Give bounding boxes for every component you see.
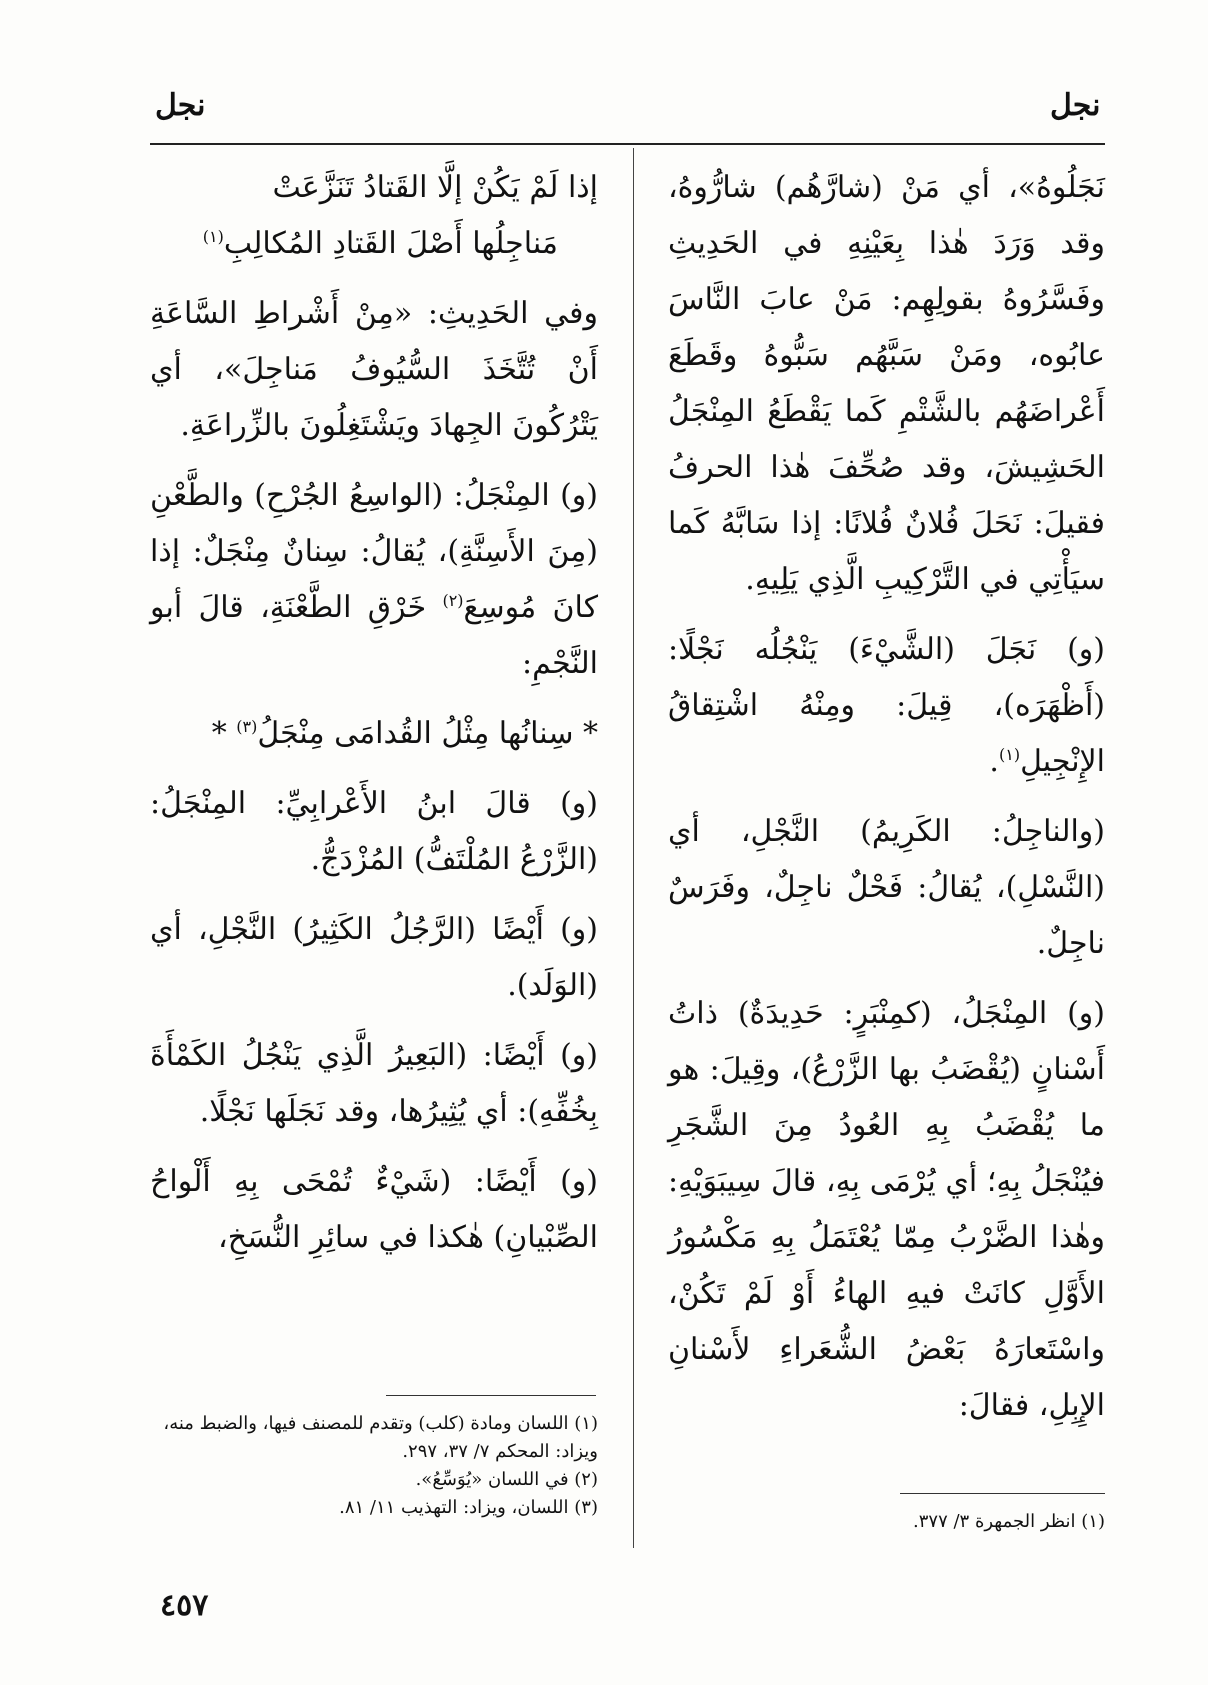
paragraph: (و) أَيْضًا (الرَّجُلُ الكَثِيرُ) النَّجْلِ، أي (الوَلَد). — [150, 912, 598, 1003]
paragraph: (و) أَيْضًا: (البَعِيرُ الَّذِي يَنْجُلُ الكَمْأَةَ بِخُفِّهِ): أي يُثِيرُها، وقد نَجَلَها نَجْلًا. — [150, 1038, 598, 1129]
footnote: (٣) اللسان، ويزاد: التهذيب ١١/ ٨١. — [339, 1497, 598, 1518]
page-number: ٤٥٧ — [160, 1588, 209, 1623]
paragraph: (و) أَيْضًا: (شَيْءٌ تُمْحَى بِهِ أَلْواحُ الصِّبْيانِ) هٰكذا في سائِرِ النُّسَخِ، — [150, 1164, 598, 1255]
footnote-marker: (١) — [998, 745, 1021, 764]
verse-end: * — [211, 716, 227, 751]
footnote-marker: (١) — [202, 227, 224, 246]
paragraph: نَجَلُوهُ»، أي مَنْ (شارَّهُم) شارُّوهُ، وقد وَرَدَ هٰذا بِعَيْنِهِ في الحَدِيثِ وفَسَّرُوهُ بقولِهِم: مَنْ عابَ النَّاسَ عابُوه، ومَنْ سَبَّهُم سَبُّوهُ وقَطَعَ أَعْراضَهُم بالشَّتْمِ كَما يَقْطَعُ المِنْجَلُ الحَشِيشَ، وقد صُحِّفَ هٰذا الحرفُ فقيلَ: نَحَلَ فُلانٌ فُلانًا: إذا سَابَّهُ كَما سيَأْتِي في التَّرْكِيبِ الَّذِي يَلِيهِ. — [668, 170, 1105, 597]
header-rule — [150, 143, 1105, 145]
paragraph: (و) نَجَلَ (الشَّيْءَ) يَنْجُلُه نَجْلًا: (أَظْهَرَه)، قِيلَ: ومِنْهُ اشْتِقاقُ الإِنْجِيلِ$^{(١)}$. — [668, 632, 1105, 779]
paragraph-text: (و) المِنْجَلُ: (الواسِعُ الجُرْحِ) والطَّعْنِ (مِنَ الأَسِنَّةِ)، يُقالُ: سِنانٌ مِنْجَلٌ: إذا كانَ مُوسِعَ — [150, 478, 598, 625]
paragraph: (و) المِنْجَلُ، (كمِنْبَرٍ: حَدِيدَةٌ) ذاتُ أَسْنانٍ (يُقْضَبُ بها الزَّرْعُ)، وقِيلَ: هو ما يُقْضَبُ بِهِ العُودُ مِنَ الشَّجَرِ فيُنْجَلُ بِهِ؛ أي يُرْمَى بِهِ، قالَ سِيبَوَيْهِ: وهٰذا الضَّرْبُ مِمّا يُعْتَمَلُ بِهِ مَكْسُورُ الأَوَّلِ كانَتْ فيهِ الهاءُ أَوْ لَمْ تَكُنْ، واسْتَعارَهُ بَعْضُ الشُّعَراءِ لأَسْنانِ الإِبِلِ، فقالَ: — [668, 996, 1105, 1423]
footnote-rule-right — [900, 1493, 1105, 1494]
verse-line: إذا لَمْ يَكُنْ إلَّا القَتادُ تَنَزَّعَتْ — [272, 170, 598, 205]
left-column — [150, 160, 598, 1280]
footnotes-left — [150, 1410, 598, 1522]
running-header-right: نجل — [1050, 88, 1101, 123]
footnote: (٢) في اللسان «يُوَسِّعُ». — [415, 1469, 598, 1490]
paragraph: (والناجِلُ: الكَرِيمُ) النَّجْلِ، أي (النَّسْلِ)، يُقالُ: فَحْلٌ ناجِلٌ، وفَرَسٌ ناجِلٌ. — [668, 814, 1105, 961]
column-divider — [633, 148, 634, 1548]
footnote: (١) اللسان ومادة (كلب) وتقدم للمصنف فيها، والضبط منه، ويزاد: المحكم ٧/ ٣٧، ٢٩٧. — [163, 1413, 598, 1462]
paragraph-text: (و) نَجَلَ (الشَّيْءَ) يَنْجُلُه نَجْلًا: (أَظْهَرَه)، قِيلَ: ومِنْهُ اشْتِقاقُ الإِنْجِيلِ — [668, 632, 1105, 779]
footnote: (١) انظر الجمهرة ٣/ ٣٧٧. — [913, 1511, 1105, 1532]
verse-line — [150, 706, 598, 762]
footnote-marker: (٢) — [442, 591, 464, 610]
verse-text: مَناجِلُها أَصْلَ القَتادِ المُكالِبِ — [223, 226, 558, 261]
right-column — [668, 160, 1105, 1448]
paragraph-text: خَرْقِ الطَّعْنَةِ، قالَ أبو النَّجْمِ: — [150, 590, 598, 681]
footnote-rule-left — [386, 1395, 596, 1396]
paragraph: وفي الحَدِيثِ: «مِنْ أَشْراطِ السَّاعَةِ أَنْ تُتَّخَذَ السُّيُوفُ مَناجِلَ»، أي يَتْرُكُونَ الجِهادَ ويَشْتَغِلُونَ بالزِّراعَةِ. — [150, 296, 598, 443]
footnote-marker: (٣) — [236, 717, 258, 736]
paragraph — [150, 468, 598, 692]
running-header-left: نجل — [155, 88, 206, 123]
verse-text: * سِنانُها مِثْلُ القُدامَى مِنْجَلُ — [257, 716, 598, 751]
paragraph: (و) قالَ ابنُ الأَعْرابِيِّ: المِنْجَلُ: (الزَّرْعُ المُلْتَفُّ) المُزْدَجُّ. — [150, 786, 598, 877]
footnotes-right — [668, 1508, 1105, 1536]
verse-line — [150, 216, 598, 272]
